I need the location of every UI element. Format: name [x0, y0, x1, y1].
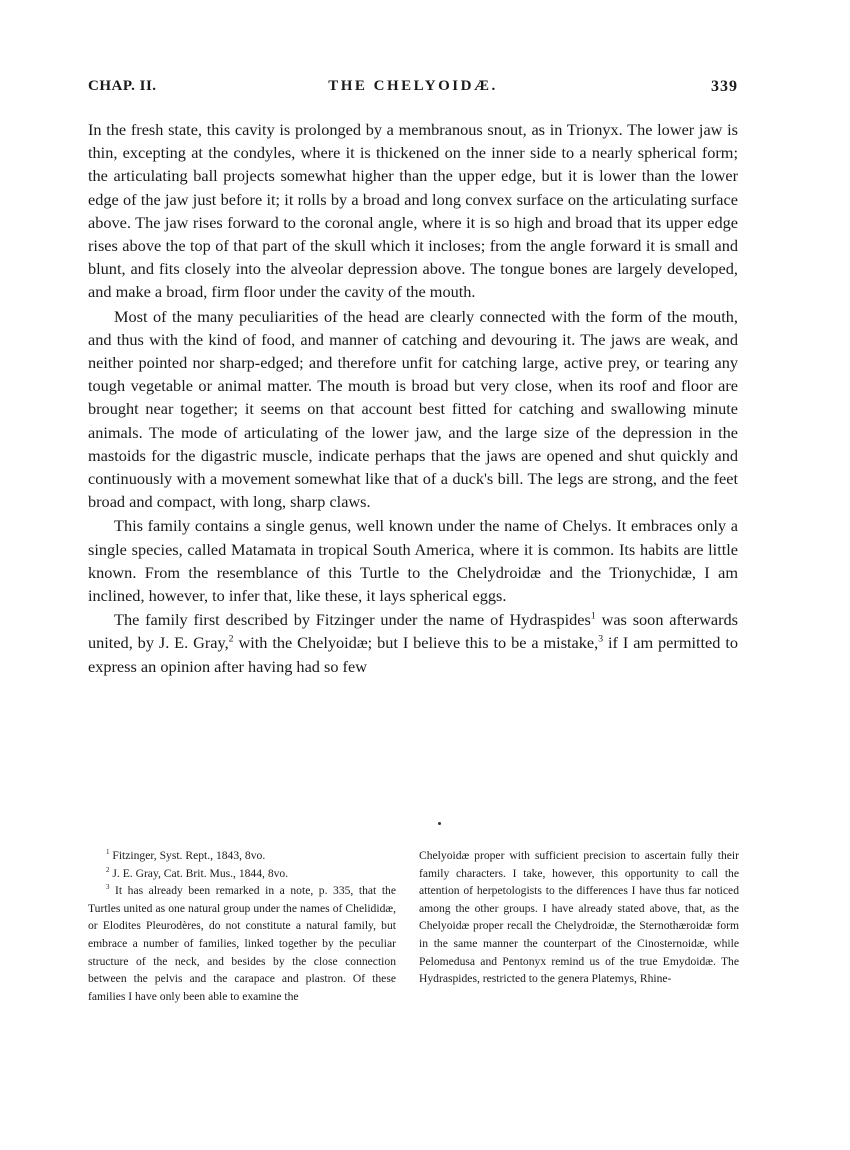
main-text	[88, 118, 738, 678]
page-mark-dot	[438, 822, 441, 825]
footnote-ref-2: 2	[228, 634, 234, 646]
footnote-ref-3: 3	[598, 634, 604, 646]
footnote-ref-1: 1	[590, 610, 596, 622]
footnotes-right-column	[419, 847, 739, 988]
footnote-1-text: Fitzinger, Syst. Rept., 1843, 8vo.	[109, 849, 266, 862]
footnote-3-continued: Chelyoidæ proper with sufficient precision to ascertain fully their family characters. I take, however, this opportunity to call the attention of herpetologists to the differences I have thus far noticed among the other groups. I have already stated above, that, as the Chelyoidæ proper recall the Chelydroidæ, the Sternothæroidæ form in the same manner the counterpart of the Cinosternoidæ, while Pelomedusa and Pentonyx remind us of the true Emydoidæ. The Hydraspides, restricted to the genera Platemys, Rhine-	[419, 849, 739, 986]
footnote-1-mark: 1	[106, 848, 110, 857]
footnote-2-text: J. E. Gray, Cat. Brit. Mus., 1844, 8vo.	[109, 866, 289, 880]
chapter-label: CHAP. II.	[88, 78, 157, 94]
page-title: THE CHELYOIDÆ.	[328, 78, 498, 94]
footnote-3-mark: 3	[106, 883, 110, 892]
footnote-3-text-left: It has already been remarked in a note, p. 335, that the Turtles united as one natural group under the names of Chelididæ, or Elodites Pleurodères, do not constitute a natural family, but embrace a number of families, linked together by the peculiar structure of the neck, and besides by the close connection between the pelvis and the carapace and plastron. Of these families I have only been able to examine the	[88, 884, 396, 1003]
footnote-1	[88, 847, 396, 865]
paragraph-4-text-c: with the Chelyoidæ; but I believe this to be a mistake,	[233, 633, 599, 653]
paragraph-1: In the fresh state, this cavity is prolonged by a membranous snout, as in Trionyx. The lower jaw is thin, excepting at the condyles, where it is thickened on the inner side to a nearly spherical form; the articulating ball projects somewhat higher than the upper edge, but it is lower than the lower edge of the jaw just before it; it rolls by a broad and long convex surface on the articulating surface above. The jaw rises forward to the coronal angle, where it is so high and broad that its upper edge rises above the top of that part of the skull which it incloses; from the angle forward it is small and blunt, and fits closely into the alveolar depression above. The tongue bones are largely developed, and make a broad, firm floor under the cavity of the mouth.	[88, 120, 738, 302]
footnote-2-mark: 2	[106, 865, 110, 874]
footnote-2	[88, 865, 396, 883]
paragraph-2: Most of the many peculiarities of the head are clearly connected with the form of the mouth, and thus with the kind of food, and manner of catching and devouring it. The jaws are weak, and neither pointed nor sharp-edged; and therefore unfit for catching large, active prey, or tearing any tough vegetable or animal matter. The mouth is broad but very close, when its roof and floor are brought near together; it seems on that account best fitted for catching and swallowing minute animals. The mode of articulating of the lower jaw, and the large size of the depression in the mastoids for the digastric muscle, indicate perhaps that the jaws are opened and shut quickly and continuously with a movement somewhat like that of a duck's bill. The legs are strong, and the feet broad and compact, with long, sharp claws.	[88, 306, 738, 512]
paragraph-4-text-d: if I am permitted to express an opinion after having had so few	[88, 633, 738, 676]
paragraph-4-text-a: The family first described by Fitzinger under the name of Hydraspides	[114, 610, 591, 630]
running-head	[88, 78, 738, 102]
footnote-3	[88, 882, 396, 1005]
page-number: 339	[711, 78, 738, 95]
paragraph-4	[88, 608, 738, 678]
paragraph-4-text-b: was soon afterwards united, by J. E. Gray,	[88, 610, 738, 653]
paragraph-3: This family contains a single genus, well known under the name of Chelys. It embraces only a single species, called Matamata in tropical South America, where it is common. Its habits are little known. From the resemblance of this Turtle to the Chelydroidæ and the Trionychidæ, I am inclined, however, to infer that, like these, it lays spherical eggs.	[88, 516, 738, 606]
footnotes-left-column	[88, 847, 396, 1005]
